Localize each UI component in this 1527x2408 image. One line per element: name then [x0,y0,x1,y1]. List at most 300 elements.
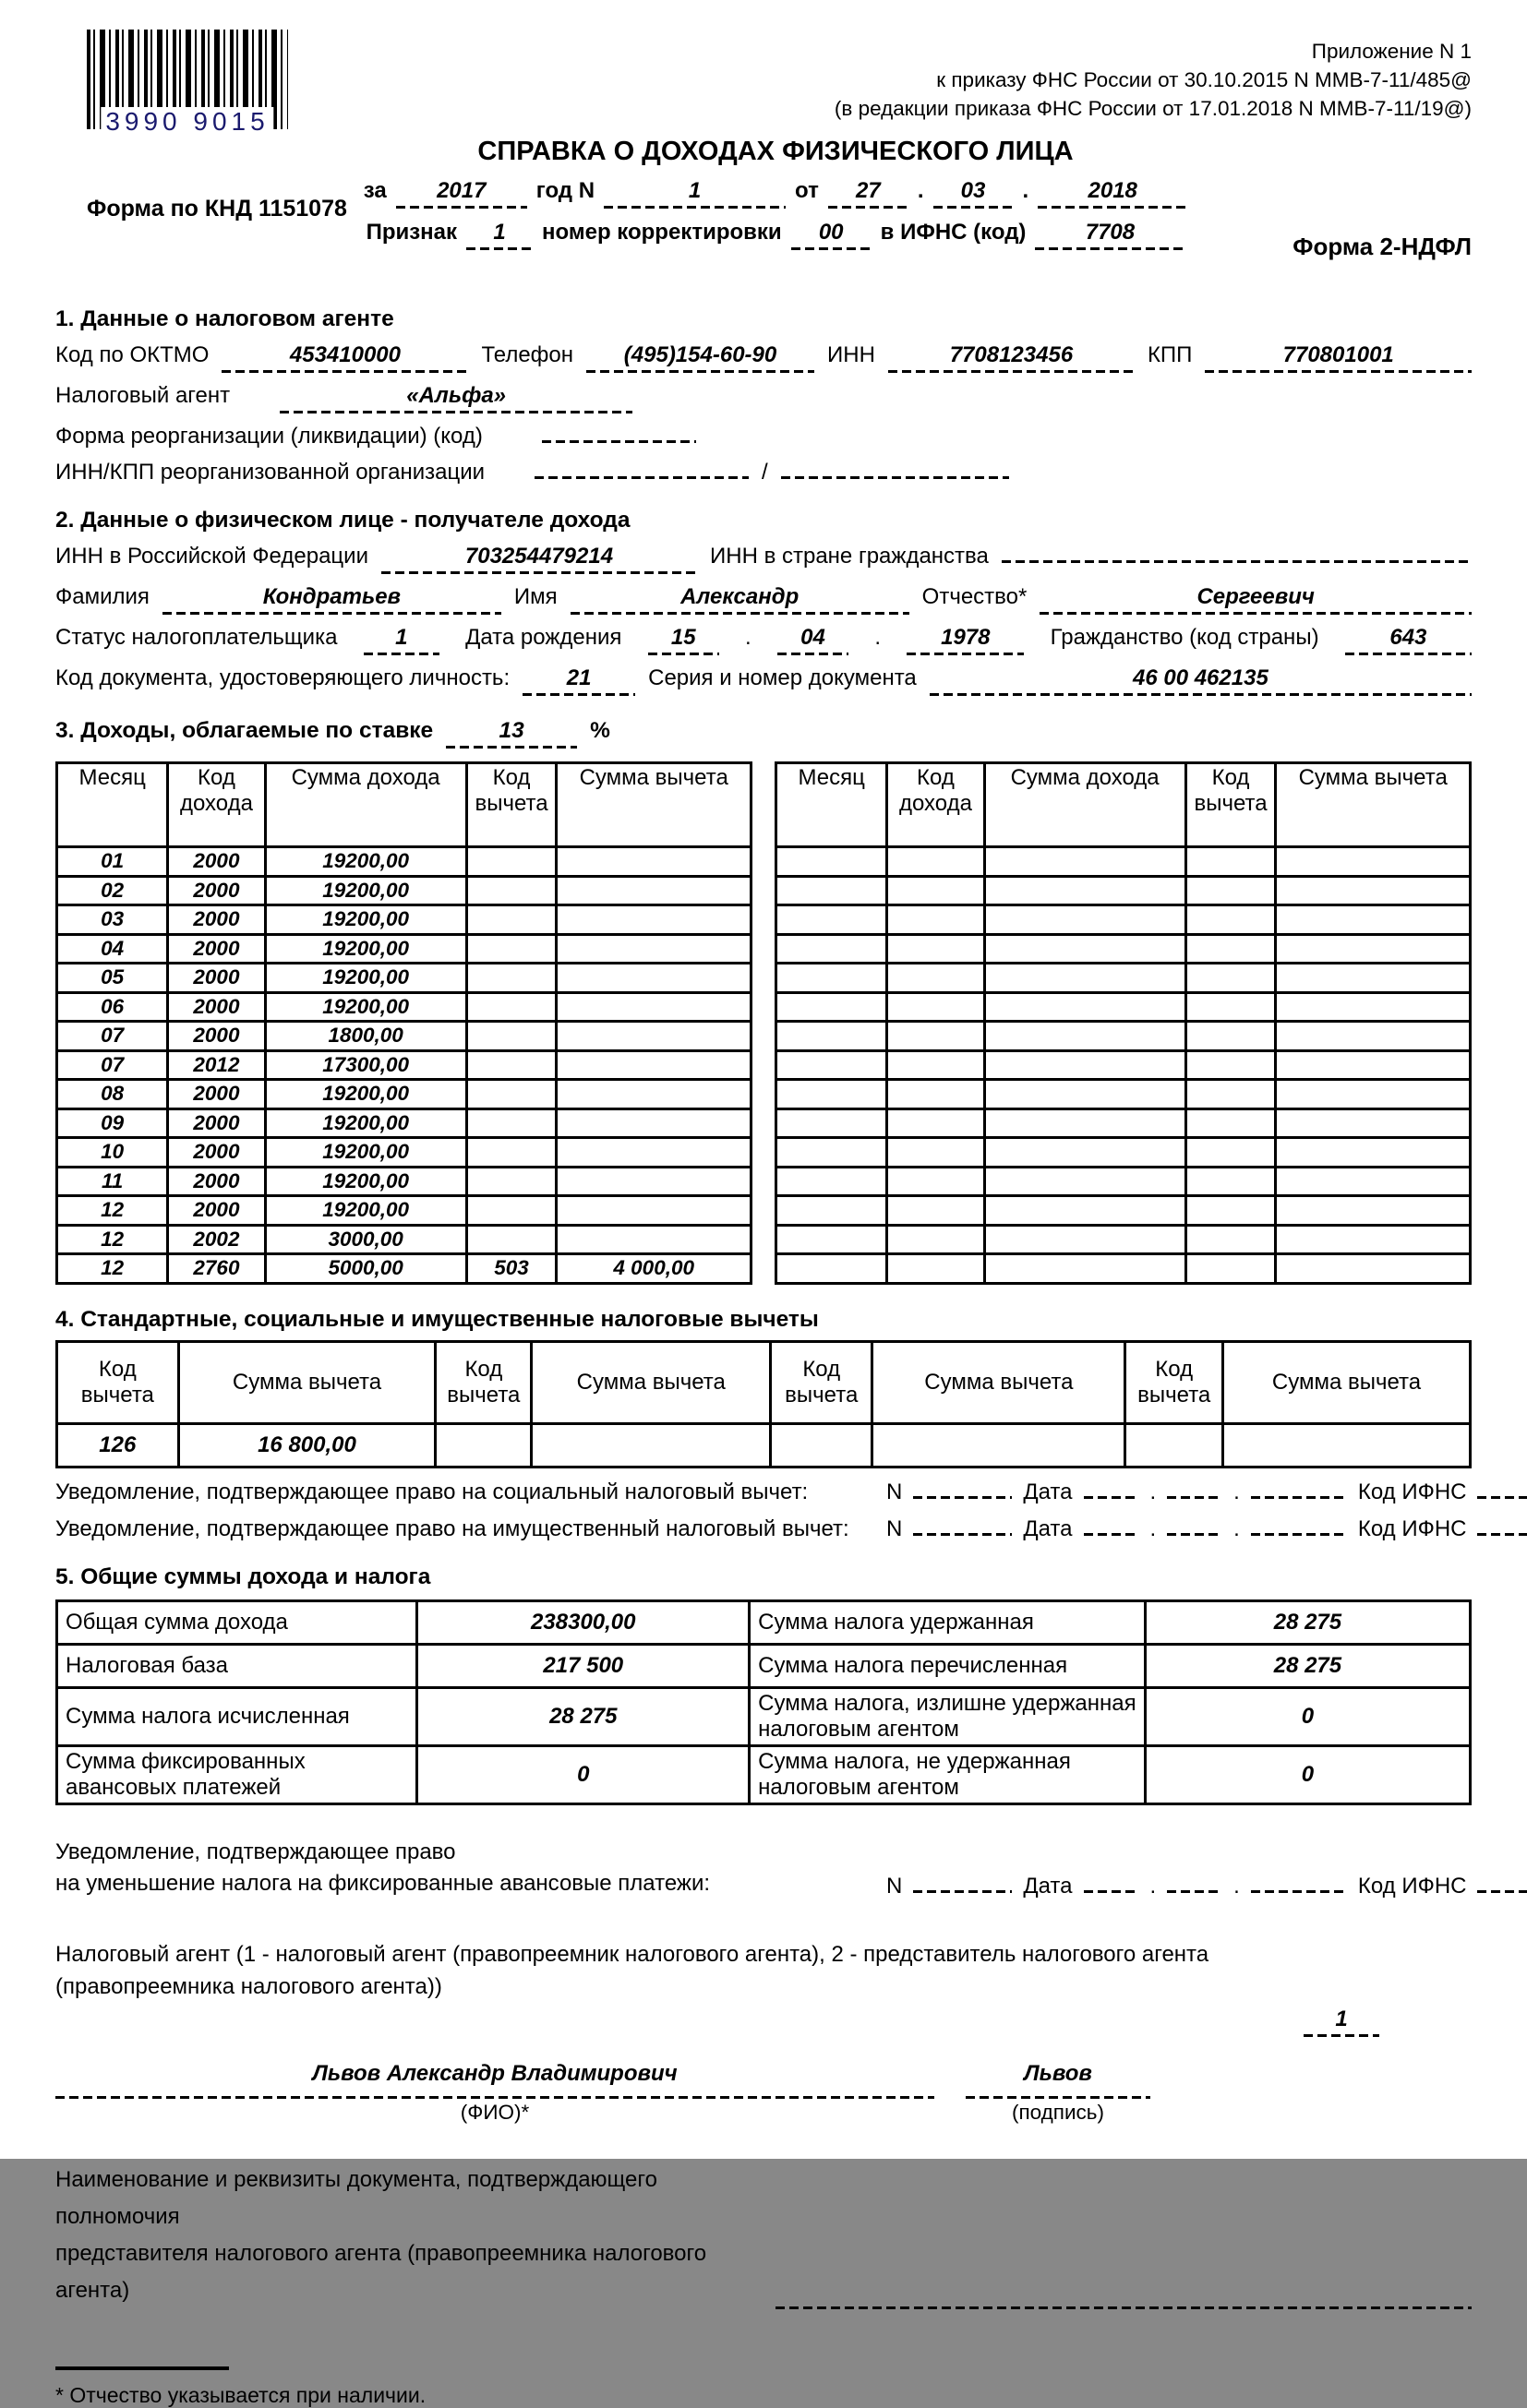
appendix-line3: (в редакции приказа ФНС России от 17.01.2018 N ММВ-7-11/19@) [834,97,1472,120]
table-cell: 503 [466,1254,557,1284]
slash: / [762,460,768,485]
table-cell [776,1050,887,1080]
deductions-table [55,1340,1472,1468]
table-cell [1276,1254,1471,1284]
table-row [57,1423,1471,1467]
table-cell [557,1108,751,1138]
table-row [57,1050,751,1080]
table-cell: 28 275 [1145,1600,1470,1644]
table-cell [776,876,887,905]
table-cell [557,1225,751,1254]
table-cell [466,934,557,964]
reorg-code-field [542,438,696,443]
table-cell: Сумма налога исчисленная [57,1687,417,1745]
inn-foreign-field [1002,558,1472,563]
advance-notice-label [55,1837,886,1899]
income-table-header-row [776,763,1471,847]
table-cell: 2012 [168,1050,265,1080]
advance-line1: Уведомление, подтверждающее право [55,1839,456,1864]
table-cell: 19200,00 [265,1167,466,1196]
table-cell [776,905,887,935]
col-deduction-code: Код вычета [1125,1341,1223,1423]
table-row [776,1080,1471,1109]
advance-line2: на уменьшение налога на фиксированные авансовые платежи: [55,1870,711,1896]
table-cell [984,1108,1185,1138]
col-month: Месяц [776,763,887,847]
table-cell [557,1050,751,1080]
table-cell [557,1138,751,1168]
table-cell: 17300,00 [265,1050,466,1080]
signature-field: Львов [966,2061,1150,2099]
table-cell [771,1423,872,1467]
table-cell [466,1167,557,1196]
notice-year-field [1251,1494,1347,1499]
agent-name-field: «Альфа» [280,383,632,413]
table-cell [1276,876,1471,905]
table-row [776,1167,1471,1196]
n-label: N [886,1515,903,1541]
dot: . [1022,178,1029,203]
agent-type-field: 1 [1304,2007,1379,2037]
table-cell: 12 [57,1196,168,1226]
table-row [776,1138,1471,1168]
table-row [776,992,1471,1022]
col-deduction-amount: Сумма вычета [557,763,751,847]
table-cell: 19200,00 [265,992,466,1022]
table-row [57,1167,751,1196]
table-cell: 12 [57,1254,168,1284]
inn-rf-label: ИНН в Российской Федерации [55,544,368,569]
table-row [776,934,1471,964]
barcode-digits: 3990 9015 [101,107,273,137]
col-income-code: Код дохода [887,763,984,847]
doc-series-field: 46 00 462135 [930,665,1472,696]
table-cell [1185,876,1276,905]
table-cell [984,934,1185,964]
table-row [57,992,751,1022]
table-cell [887,1138,984,1168]
table-cell [887,964,984,993]
table-cell [557,905,751,935]
table-cell: 04 [57,934,168,964]
table-cell [1185,1022,1276,1051]
ifns-code-label: Код ИФНС [1357,1479,1467,1504]
inn-rf-field: 703254479214 [381,544,697,574]
table-row [776,847,1471,877]
table-cell: 2000 [168,1196,265,1226]
form-name: Форма 2-НДФЛ [1293,233,1472,260]
table-cell [1276,1225,1471,1254]
table-cell [557,1196,751,1226]
table-cell [1223,1423,1471,1467]
table-cell: 2000 [168,847,265,877]
signature-caption: (подпись) [1011,2100,1105,2124]
table-cell [1185,992,1276,1022]
table-row [57,964,751,993]
table-cell [1185,1080,1276,1109]
section3-heading: 3. Доходы, облагаемые по ставке [55,718,434,743]
table-cell: Налоговая база [57,1644,417,1687]
section1-heading: 1. Данные о налоговом агенте [55,306,394,331]
surname-label: Фамилия [55,584,150,609]
table-row [776,1050,1471,1080]
table-cell [557,964,751,993]
table-row [776,1022,1471,1051]
dot: . [917,178,924,203]
table-cell [1276,847,1471,877]
table-cell [1276,905,1471,935]
table-cell [1276,1138,1471,1168]
table-cell: 19200,00 [265,1196,466,1226]
issue-month-field: 03 [933,178,1014,209]
table-cell [466,964,557,993]
citizenship-label: Гражданство (код страны) [1050,625,1319,650]
table-cell [887,1080,984,1109]
table-cell: Общая сумма дохода [57,1600,417,1644]
table-cell: 28 275 [1145,1644,1470,1687]
dot: . [745,625,751,650]
corr-number-field: 00 [791,220,872,250]
date-label: Дата [1023,1479,1073,1504]
agent-line1: Налоговый агент (1 - налоговый агент (правопреемник налогового агента), 2 - представитель налогового агента [55,1941,1209,1967]
col-deduction-code: Код вычета [466,763,557,847]
dot: . [874,625,881,650]
dot: . [1149,1479,1157,1504]
table-cell [557,1022,751,1051]
table-cell: 2760 [168,1254,265,1284]
ifns-label: в ИФНС (код) [880,220,1027,245]
table-cell: 19200,00 [265,876,466,905]
god-n-label: год N [535,178,595,203]
table-cell [984,1080,1185,1109]
doc-code-field: 21 [523,665,635,696]
table-row [776,1254,1471,1284]
barcode [87,30,288,136]
table-cell: 2000 [168,876,265,905]
table-cell: 05 [57,964,168,993]
table-cell [1276,1108,1471,1138]
section2-line2 [55,584,1472,615]
table-cell: 09 [57,1108,168,1138]
table-row [57,1254,751,1284]
table-cell [557,1167,751,1196]
table-cell: 126 [57,1423,179,1467]
table-cell: 07 [57,1022,168,1051]
title-block [286,137,1265,250]
income-table-header-row [57,763,751,847]
reorg-label: Форма реорганизации (ликвидации) (код) [55,424,483,449]
doc-code-label: Код документа, удостоверяющего личность: [55,665,511,690]
table-cell: 19200,00 [265,1108,466,1138]
inn-label: ИНН [827,342,875,367]
table-cell [984,876,1185,905]
table-cell [466,876,557,905]
table-cell [887,1108,984,1138]
issue-day-field: 27 [828,178,908,209]
table-cell: 5000,00 [265,1254,466,1284]
table-cell: 02 [57,876,168,905]
table-cell [466,847,557,877]
notice-number-field [913,1494,1012,1499]
table-cell [984,905,1185,935]
table-cell: 07 [57,1050,168,1080]
table-cell [1185,905,1276,935]
inn-field: 7708123456 [888,342,1135,373]
table-cell [984,1050,1185,1080]
notice-day-field [1084,1494,1139,1499]
dot: . [1233,1873,1240,1899]
table-cell [776,847,887,877]
oktmo-field: 453410000 [222,342,468,373]
col-deduction-amount: Сумма вычета [1223,1341,1471,1423]
table-row [776,1225,1471,1254]
table-cell [1276,1167,1471,1196]
table-row [776,1196,1471,1226]
birth-label: Дата рождения [465,625,622,650]
knd-form-number: Форма по КНД 1151078 [87,196,347,222]
table-row [57,1644,1471,1687]
table-cell [1185,1050,1276,1080]
ot-label: от [795,178,819,203]
table-row [57,934,751,964]
dot: . [1233,1479,1240,1504]
table-cell [1185,1138,1276,1168]
table-cell [557,847,751,877]
notice-fields [886,1480,1527,1505]
table-cell [436,1423,532,1467]
property-deduction-notice [55,1516,1472,1542]
fio-field: Львов Александр Владимирович [55,2061,934,2099]
credentials-line1: Наименование и реквизиты документа, подтверждающего полномочия [55,2166,657,2229]
table-cell [776,964,887,993]
notice-month-field [1167,1888,1222,1893]
table-row [57,1108,751,1138]
table-cell [887,992,984,1022]
table-cell: 2000 [168,1138,265,1168]
section2-line3 [55,625,1472,655]
table-cell [887,1225,984,1254]
table-row [776,964,1471,993]
table-cell [984,992,1185,1022]
n-label: N [886,1479,903,1504]
table-cell [466,1022,557,1051]
table-cell [532,1423,771,1467]
section1-line2 [55,383,1472,413]
table-cell: 19200,00 [265,905,466,935]
table-row [57,1745,1471,1803]
tax-rate-field: 13 [446,718,577,749]
appendix-line1: Приложение N 1 [1311,40,1472,63]
table-cell: 11 [57,1167,168,1196]
agent-label: Налоговый агент [55,383,231,408]
notice-month-field [1167,1494,1222,1499]
table-cell [984,1254,1185,1284]
table-cell [984,1022,1185,1051]
table-cell [1185,1225,1276,1254]
kpp-field: 770801001 [1205,342,1472,373]
table-cell [776,1022,887,1051]
za-label: за [363,178,387,203]
status-label: Статус налогоплательщика [55,625,338,650]
table-cell [887,876,984,905]
table-cell: 19200,00 [265,1138,466,1168]
table-cell [776,1254,887,1284]
footnote-rule [55,2366,229,2370]
notice-year-field [1251,1888,1347,1893]
credentials-doc-row [55,2162,1472,2309]
table-cell: 19200,00 [265,1080,466,1109]
table-cell: 03 [57,905,168,935]
table-cell [887,1254,984,1284]
inn-foreign-label: ИНН в стране гражданства [709,544,989,569]
table-cell [1276,992,1471,1022]
table-cell: 19200,00 [265,934,466,964]
table-cell [1125,1423,1223,1467]
table-cell: Сумма налога перечисленная [750,1644,1146,1687]
ifns-code-label: Код ИФНС [1357,1515,1467,1541]
table-cell: 217 500 [417,1644,750,1687]
notice-month-field [1167,1531,1222,1536]
col-deduction-code: Код вычета [436,1341,532,1423]
section2-heading: 2. Данные о физическом лице - получателе дохода [55,508,631,533]
section1-line4 [55,460,1472,485]
name-field: Александр [571,584,909,615]
notice-fields [886,1516,1527,1542]
table-row [776,905,1471,935]
table-cell [776,1225,887,1254]
table-cell: 2000 [168,934,265,964]
status-field: 1 [364,625,439,655]
table-cell [984,1138,1185,1168]
section1-line1 [55,342,1472,373]
table-cell: 16 800,00 [178,1423,436,1467]
table-cell: 2000 [168,1080,265,1109]
birth-year-field: 1978 [907,625,1024,655]
table-row [57,1225,751,1254]
table-cell [1276,1050,1471,1080]
table-row [57,1196,751,1226]
table-row [57,1080,751,1109]
notice-ifns-field [1477,1888,1527,1893]
deductions-header-row [57,1341,1471,1423]
table-cell: 2000 [168,1022,265,1051]
table-row [776,876,1471,905]
table-row [57,1687,1471,1745]
table-cell: Сумма налога удержанная [750,1600,1146,1644]
table-cell [1185,847,1276,877]
appendix-line2: к приказу ФНС России от 30.10.2015 N ММВ-7-11/485@ [936,68,1472,91]
date-label: Дата [1023,1873,1073,1899]
table-cell: 2000 [168,992,265,1022]
property-notice-label: Уведомление, подтверждающее право на имущественный налоговый вычет: [55,1515,849,1541]
income-table-right [775,761,1472,1285]
notice-day-field [1084,1888,1139,1893]
credentials-doc-field [776,2271,1472,2309]
col-income-amount: Сумма дохода [984,763,1185,847]
table-row [57,1600,1471,1644]
priznak-label: Признак [366,220,458,245]
table-cell: 01 [57,847,168,877]
title-line3 [286,220,1265,250]
table-cell [887,1022,984,1051]
col-deduction-amount: Сумма вычета [1276,763,1471,847]
year-field: 2017 [396,178,527,209]
section4-heading: 4. Стандартные, социальные и имущественные налоговые вычеты [55,1306,819,1332]
dot: . [1149,1873,1157,1899]
table-cell [887,1196,984,1226]
totals-table [55,1599,1472,1805]
table-cell [887,847,984,877]
table-cell [887,1167,984,1196]
table-cell [776,1108,887,1138]
footnote-text: * Отчество указывается при наличии. [55,2382,427,2407]
col-deduction-amount: Сумма вычета [532,1341,771,1423]
table-cell [984,847,1185,877]
appendix-reference [835,37,1472,123]
date-label: Дата [1023,1515,1073,1541]
oktmo-label: Код по ОКТМО [55,342,210,367]
table-cell: 2002 [168,1225,265,1254]
birth-month-field: 04 [777,625,848,655]
surname-field: Кондратьев [162,584,501,615]
dot: . [1149,1515,1157,1541]
dot: . [1233,1515,1240,1541]
priznak-field: 1 [466,220,533,250]
notice-ifns-field [1477,1494,1527,1499]
table-cell [1185,964,1276,993]
patronymic-field: Сергеевич [1040,584,1472,615]
doc-series-label: Серия и номер документа [648,665,917,690]
table-cell: 3000,00 [265,1225,466,1254]
table-cell: 06 [57,992,168,1022]
n-label: N [886,1873,903,1899]
agent-type-row [55,2007,1472,2037]
table-cell [1185,1167,1276,1196]
table-cell: 2000 [168,964,265,993]
table-cell: 238300,00 [417,1600,750,1644]
social-notice-label: Уведомление, подтверждающее право на социальный налоговый вычет: [55,1479,809,1504]
issue-year-field: 2018 [1038,178,1187,209]
birth-day-field: 15 [648,625,719,655]
table-cell [1276,1080,1471,1109]
table-cell [466,1050,557,1080]
agent-line2: (правопреемника налогового агента)) [55,1973,442,1999]
table-cell: Сумма фиксированных авансовых платежей [57,1745,417,1803]
table-cell: 28 275 [417,1687,750,1745]
patronymic-label: Отчество* [921,584,1028,609]
table-cell: 1800,00 [265,1022,466,1051]
ifns-code-field: 7708 [1035,220,1184,250]
reorg-kpp-field [781,474,1009,479]
table-cell [1185,1254,1276,1284]
section1-line3 [55,424,1472,449]
table-cell: 2000 [168,1167,265,1196]
table-cell [984,964,1185,993]
section2-line1 [55,544,1472,574]
table-cell [557,992,751,1022]
col-deduction-amount: Сумма вычета [872,1341,1125,1423]
col-income-code: Код дохода [168,763,265,847]
form-header [55,0,1472,284]
citizenship-field: 643 [1345,625,1472,655]
name-label: Имя [513,584,558,609]
table-cell [466,1196,557,1226]
col-deduction-code: Код вычета [1185,763,1276,847]
table-cell [557,934,751,964]
col-deduction-code: Код вычета [57,1341,179,1423]
col-deduction-amount: Сумма вычета [178,1341,436,1423]
table-cell: 10 [57,1138,168,1168]
